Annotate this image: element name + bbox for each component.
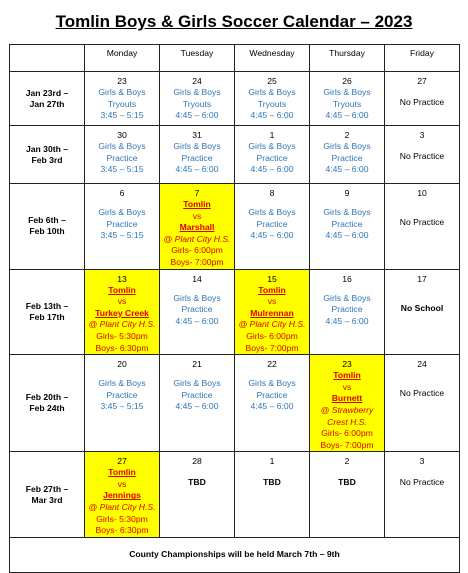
day-cell: 3 No Practice: [385, 452, 460, 538]
day-header-thursday: Thursday: [310, 45, 385, 72]
day-header-wednesday: Wednesday: [235, 45, 310, 72]
corner-cell: [10, 45, 85, 72]
game-cell: 13 Tomlin vs Turkey Creek @ Plant City H.S. Girls- 5:30pm Boys- 6:30pm: [85, 269, 160, 355]
day-cell: 14 Girls & Boys Practice 4:45 – 6:00: [160, 269, 235, 355]
day-cell: 24 No Practice: [385, 355, 460, 452]
week-row: [10, 126, 460, 184]
day-cell: 6 Girls & Boys Practice 3:45 – 5:15: [85, 184, 160, 270]
day-cell: 1 Girls & Boys Practice 4:45 – 6:00: [235, 126, 310, 184]
day-cell: 3 No Practice: [385, 126, 460, 184]
header-row: [10, 45, 460, 72]
soccer-calendar-table: [9, 44, 460, 573]
day-header-tuesday: Tuesday: [160, 45, 235, 72]
day-cell: 28 TBD: [160, 452, 235, 538]
day-cell: 27 No Practice: [385, 72, 460, 126]
day-cell: 16 Girls & Boys Practice 4:45 – 6:00: [310, 269, 385, 355]
day-cell: 2 Girls & Boys Practice 4:45 – 6:00: [310, 126, 385, 184]
day-header-monday: Monday: [85, 45, 160, 72]
week-range: Jan 30th – Feb 3rd: [10, 126, 85, 184]
game-cell: 7 Tomlin vs Marshall @ Plant City H.S. Girls- 6:00pm Boys- 7:00pm: [160, 184, 235, 270]
week-range: Feb 13th – Feb 17th: [10, 269, 85, 355]
week-row: [10, 269, 460, 355]
week-row: [10, 184, 460, 270]
day-cell: 24 Girls & Boys Tryouts 4:45 – 6:00: [160, 72, 235, 126]
week-range: Jan 23rd – Jan 27th: [10, 72, 85, 126]
day-cell: 8 Girls & Boys Practice 4:45 – 6:00: [235, 184, 310, 270]
game-cell: 23 Tomlin vs Burnett @ Strawberry Crest H.S. Girls- 6:00pm Boys- 7:00pm: [310, 355, 385, 452]
day-cell: 10 No Practice: [385, 184, 460, 270]
game-cell: 27 Tomlin vs Jennings @ Plant City H.S. Girls- 5:30pm Boys- 6:30pm: [85, 452, 160, 538]
week-range: Feb 6th – Feb 10th: [10, 184, 85, 270]
day-cell: 23 Girls & Boys Tryouts 3:45 – 5:15: [85, 72, 160, 126]
day-cell: 26 Girls & Boys Tryouts 4:45 – 6:00: [310, 72, 385, 126]
week-row: [10, 355, 460, 452]
day-cell: 17 No School: [385, 269, 460, 355]
week-row: [10, 452, 460, 538]
game-cell: 15 Tomlin vs Mulrennan @ Plant City H.S. Girls- 6:00pm Boys- 7:00pm: [235, 269, 310, 355]
page-title: Tomlin Boys & Girls Soccer Calendar – 2023: [55, 12, 413, 31]
week-range: Feb 27th – Mar 3rd: [10, 452, 85, 538]
footer-row: [10, 537, 460, 572]
day-header-friday: Friday: [385, 45, 460, 72]
week-row: [10, 72, 460, 126]
day-cell: 31 Girls & Boys Practice 4:45 – 6:00: [160, 126, 235, 184]
week-range: Feb 20th – Feb 24th: [10, 355, 85, 452]
day-cell: 30 Girls & Boys Practice 3:45 – 5:15: [85, 126, 160, 184]
day-cell: 1 TBD: [235, 452, 310, 538]
day-cell: 22 Girls & Boys Practice 4:45 – 6:00: [235, 355, 310, 452]
day-cell: 2 TBD: [310, 452, 385, 538]
day-cell: 20 Girls & Boys Practice 3:45 – 5:15: [85, 355, 160, 452]
day-cell: 9 Girls & Boys Practice 4:45 – 6:00: [310, 184, 385, 270]
day-cell: 25 Girls & Boys Tryouts 4:45 – 6:00: [235, 72, 310, 126]
championship-note: County Championships will be held March 7th – 9th: [10, 537, 460, 572]
day-cell: 21 Girls & Boys Practice 4:45 – 6:00: [160, 355, 235, 452]
